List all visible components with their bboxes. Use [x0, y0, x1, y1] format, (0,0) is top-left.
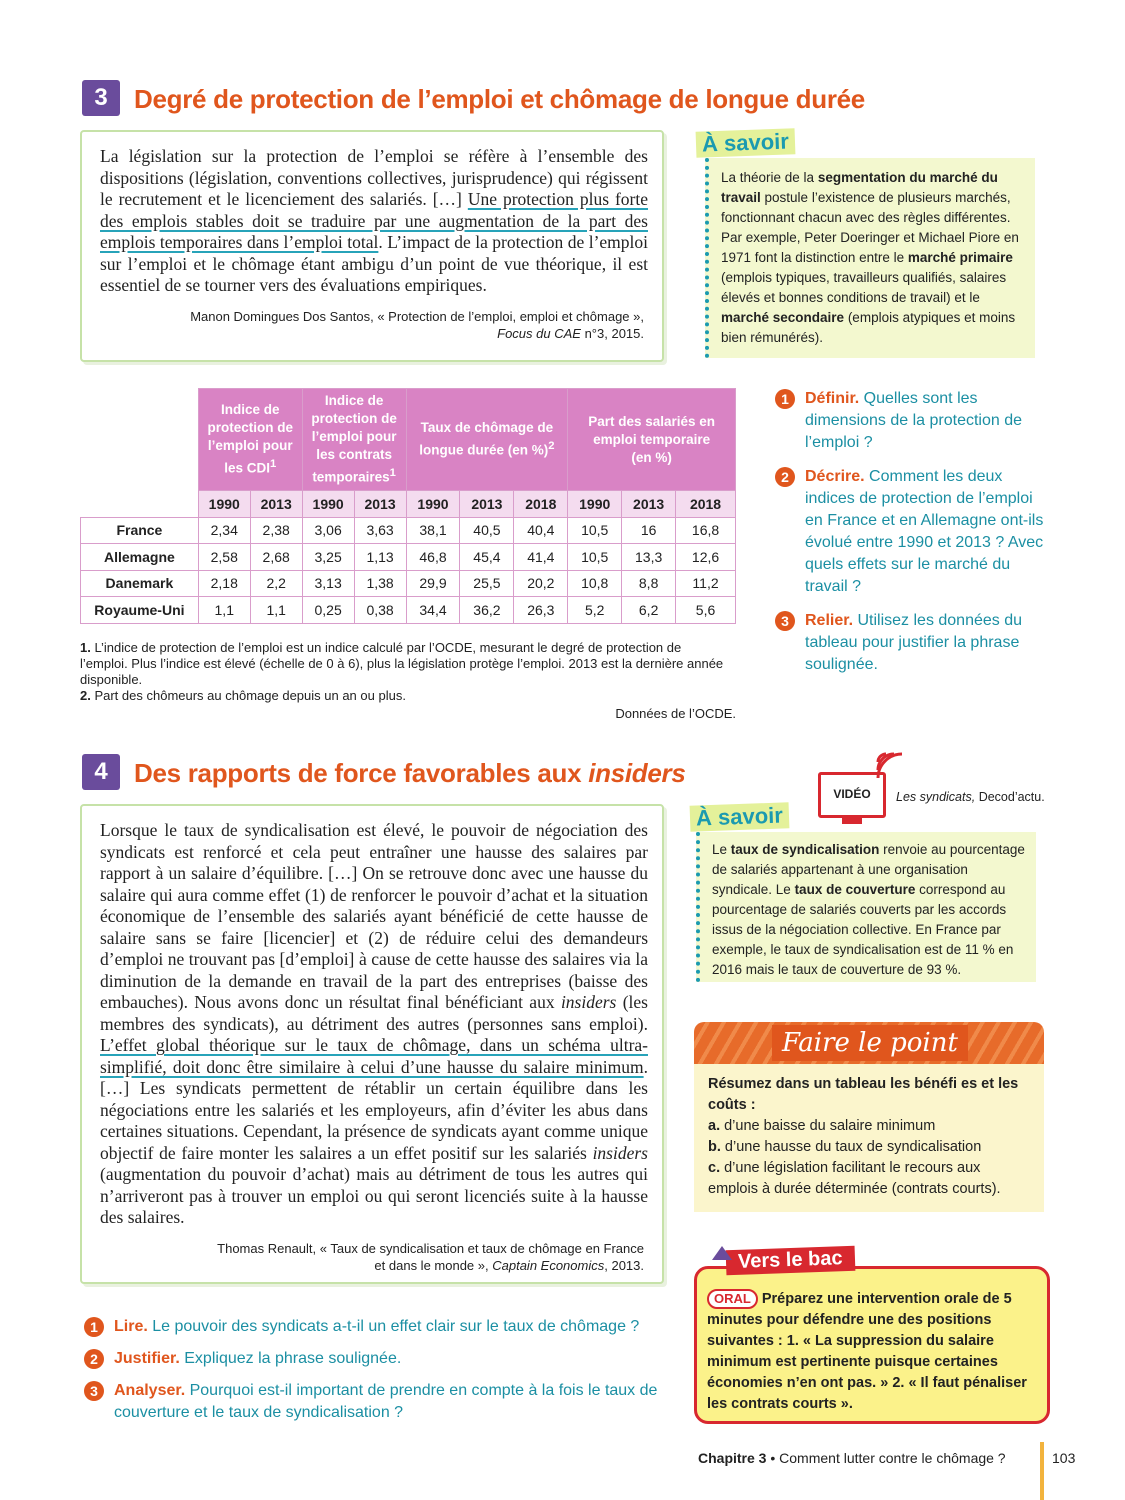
- faire-le-point-box: [694, 1062, 1044, 1212]
- savoir-box-2: [696, 832, 1036, 982]
- year-header: 1990: [302, 491, 354, 518]
- value-cell: 16: [622, 517, 676, 544]
- table-notes: [80, 640, 730, 704]
- table-note-2: 2. Part des chômeurs au chômage depuis un an ou plus.: [80, 688, 406, 703]
- section-3-title: Degré de protection de l’emploi et chômage de longue durée: [134, 84, 865, 114]
- year-header: 1990: [406, 491, 460, 518]
- savoir-1-text: La théorie de la segmentation du marché du travail postule l’existence de plusieurs marchés, fonctionnant chacun avec des règles différentes. Par exemple, Peter Doeringer et Michael Piore en 1971 font la distinction entre le marché primaire (emplois typiques, travailleurs qualifiés, salaires élevés et bonnes conditions de travail) et le marché secondaire (emplois atypiques et moins bien rémunérés).: [721, 170, 1019, 345]
- wifi-signal-icon: [876, 752, 904, 780]
- vers-le-bac-text: ORAL Préparez une intervention orale de 5 minutes pour défendre une des positions suivantes : 1. « La suppression du salaire minimum est pertinente puisque certaines économies n’en ont pas. » 2. « Il faut pénaliser les contrats courts ».: [707, 1291, 1027, 1412]
- year-header: 1990: [568, 491, 622, 518]
- document-4-textbox: [80, 804, 664, 1284]
- table-header-temp-contracts: Indice de protection de l’emploi pour les contrats temporaires$^1$: [302, 389, 406, 491]
- value-cell: 10,8: [568, 570, 622, 597]
- doc3-source-journal: Focus du CAE: [497, 326, 581, 341]
- table-header-cdi: Indice de protection de l’emploi pour les CDI$^1$: [198, 389, 302, 491]
- year-header: 2018: [676, 491, 736, 518]
- value-cell: 45,4: [460, 544, 514, 571]
- vers-le-bac-title: Vers le bac: [726, 1246, 855, 1275]
- savoir-box-1: [705, 158, 1035, 358]
- table-note-1: 1. L’indice de protection de l’emploi est un indice calculé par l’OCDE, mesurant le degré de protection de l’emploi. Plus l’indice est élevé (échelle de 0 à 6), plus la législation protège l’emploi. 2013 est la dernière année disponible.: [80, 640, 724, 687]
- doc3-underlined-sentence: Une protection plus forte des emplois stables doit se traduire par une augmentation de la part des emplois temporaires dans l’emploi total: [100, 189, 649, 252]
- value-cell: 2,2: [250, 570, 302, 597]
- faire-le-point-item: b. d’une hausse du taux de syndicalisation: [708, 1139, 982, 1155]
- document-3-textbox: [80, 130, 664, 362]
- table-row: [81, 570, 736, 597]
- faire-le-point-intro: Résumez dans un tableau les bénéfi es et les coûts :: [708, 1076, 1019, 1113]
- protection-emploi-table: [80, 388, 736, 624]
- value-cell: 2,18: [198, 570, 250, 597]
- question-4-1: 1 Lire. Le pouvoir des syndicats a-t-il un effet clair sur le taux de chômage ?: [84, 1316, 664, 1338]
- table-header-temp-employment: Part des salariés en emploi temporaire (en %): [568, 389, 736, 491]
- question-4-3: 3 Analyser. Pourquoi est-il important de prendre en compte à la fois le taux de couverture et le taux de syndicalisation ?: [84, 1380, 664, 1424]
- year-header: 2013: [622, 491, 676, 518]
- year-header: 2013: [354, 491, 406, 518]
- page-number: 103: [1052, 1450, 1076, 1466]
- document-3-text: [100, 146, 648, 297]
- value-cell: 40,5: [460, 517, 514, 544]
- value-cell: 2,34: [198, 517, 250, 544]
- faire-le-point-title: Faire le point: [772, 1025, 968, 1061]
- faire-le-point-item: a. d’une baisse du salaire minimum: [708, 1118, 936, 1134]
- value-cell: 20,2: [514, 570, 568, 597]
- country-cell: France: [81, 517, 199, 544]
- video-caption: Les syndicats, Decod’actu.: [896, 790, 1045, 804]
- question-4-2: 2 Justifier. Expliquez la phrase soulignée.: [84, 1348, 664, 1370]
- question-number-badge: 2: [84, 1349, 104, 1369]
- table-row: [81, 544, 736, 571]
- year-header: 1990: [198, 491, 250, 518]
- savoir-1-label: À savoir: [696, 128, 796, 157]
- question-number-badge: 2: [775, 467, 795, 487]
- value-cell: 25,5: [460, 570, 514, 597]
- doc3-text-part-b: . L’impact de la protection de l’emploi sur l’emploi et le chômage étant ambigu d’un point de vue théorique, il est essentiel de se tourner vers des évaluations empiriques.: [100, 232, 648, 295]
- country-cell: Royaume-Uni: [81, 597, 199, 624]
- video-label: VIDÉO: [833, 787, 871, 801]
- value-cell: 3,06: [302, 517, 354, 544]
- year-header: 2018: [514, 491, 568, 518]
- year-header: 2013: [460, 491, 514, 518]
- doc3-text-part-a: La législation sur la protection de l’emploi se réfère à l’ensemble des dispositions (législation, conventions collectives, jurisprudence) qui régissent le recrutement et le licenciement des salariés. […]: [100, 146, 648, 209]
- year-header: 2013: [250, 491, 302, 518]
- savoir-2-text: Le taux de syndicalisation renvoie au pourcentage de salariés appartenant à une organisation syndicale. Le taux de couverture correspond au pourcentage de salariés couverts par les accords issus de la négociation collective. En France par exemple, le taux de syndicalisation est de 11 % en 2016 mais le taux de couverture de 93 %.: [712, 842, 1025, 977]
- document-4-text: Lorsque le taux de syndicalisation est élevé, le pouvoir de négociation des syndicats est renforcé et cela peut entraîner une hausse des salaires par rapport à un salaire d’équilibre. […] On se retrouve donc avec une hausse du salaire qui aura comme effet (1) de renforcer le pouvoir d’achat et la situation économique de l’ensemble des salariés ayant bénéficié de cette hausse de salaire sans se faire [licencier] et (2) de réduire celui des demandeurs d’emploi ne trouvant pas [d’emploi] à cause de cette hausse des salaires via la diminution de la demande en travail de la part des entreprises (baisse des embauches). Nous avons donc un résultat final bénéficiant aux insiders (les membres des syndicats), au détriment des autres (personnes sans emploi). L’effet global théorique sur le taux de chômage, dans un schéma ultra-simplifié, doit donc être similaire à celui d’une hausse du salaire minimum. […] Les syndicats permettent de rétablir un certain équilibre dans les négociations entre les salariés et les employeurs, afin d’éviter les abus dans certaines situations. Cependant, la présence de syndicats ayant comme unique objectif de faire monter les salaires a un effet positif sur les salariés insiders (augmentation du pouvoir d’achat) mais au détriment de tous les autres qui n’arriveront pas à trouver un emploi ou qui seront licenciés suite à la hausse des salaires.: [100, 820, 648, 1227]
- footer-divider: [1040, 1442, 1044, 1500]
- value-cell: 38,1: [406, 517, 460, 544]
- faire-le-point-item: c. d’une législation facilitant le recours aux emplois à durée déterminée (contrats courts).: [708, 1160, 1001, 1197]
- section-4-title: Des rapports de force favorables aux insiders: [134, 758, 686, 788]
- question-3-2: 2 Décrire. Comment les deux indices de protection de l’emploi en France et en Allemagne ont-ils évolué entre 1990 et 2013 ? Avec quels effets sur le marché du travail ?: [775, 466, 1045, 598]
- country-cell: Danemark: [81, 570, 199, 597]
- value-cell: 0,38: [354, 597, 406, 624]
- doc3-source-ref: n°3, 2015.: [580, 326, 644, 341]
- value-cell: 26,3: [514, 597, 568, 624]
- value-cell: 3,25: [302, 544, 354, 571]
- doc3-source-line1: Manon Domingues Dos Santos, « Protection de l’emploi, emploi et chômage »,: [190, 309, 644, 324]
- savoir-2-label: À savoir: [690, 802, 790, 831]
- value-cell: 1,38: [354, 570, 406, 597]
- vers-le-bac-ribbon-icon: [712, 1246, 732, 1260]
- table-source: Données de l’OCDE.: [615, 706, 736, 721]
- table-row: [81, 517, 736, 544]
- video-stand-icon: [842, 818, 862, 824]
- value-cell: 11,2: [676, 570, 736, 597]
- value-cell: 1,1: [198, 597, 250, 624]
- value-cell: 5,2: [568, 597, 622, 624]
- value-cell: 3,63: [354, 517, 406, 544]
- value-cell: 16,8: [676, 517, 736, 544]
- question-3-1: 1 Définir. Quelles sont les dimensions de la protection de l’emploi ?: [775, 388, 1045, 454]
- table-header-long-term-unemployment: Taux de chômage de longue durée (en %)$^2$: [406, 389, 568, 491]
- value-cell: 41,4: [514, 544, 568, 571]
- value-cell: 2,38: [250, 517, 302, 544]
- document-3-source: [104, 308, 644, 342]
- question-number-badge: 1: [775, 389, 795, 409]
- value-cell: 36,2: [460, 597, 514, 624]
- section-4-number: 4: [82, 754, 120, 790]
- value-cell: 1,13: [354, 544, 406, 571]
- value-cell: 1,1: [250, 597, 302, 624]
- country-cell: Allemagne: [81, 544, 199, 571]
- value-cell: 10,5: [568, 517, 622, 544]
- question-number-badge: 3: [84, 1381, 104, 1401]
- value-cell: 10,5: [568, 544, 622, 571]
- question-number-badge: 1: [84, 1317, 104, 1337]
- value-cell: 13,3: [622, 544, 676, 571]
- footer-chapter: Chapitre 3 • Comment lutter contre le chômage ?: [698, 1450, 1006, 1466]
- value-cell: 5,6: [676, 597, 736, 624]
- value-cell: 2,58: [198, 544, 250, 571]
- question-number-badge: 3: [775, 611, 795, 631]
- question-3-3: 3 Relier. Utilisez les données du tableau pour justifier la phrase soulignée.: [775, 610, 1045, 676]
- document-4-source: Thomas Renault, « Taux de syndicalisation et taux de chômage en France et dans le monde », Captain Economics, 2013.: [217, 1241, 644, 1273]
- oral-badge: ORAL: [707, 1289, 758, 1309]
- table-row: [81, 597, 736, 624]
- value-cell: 2,68: [250, 544, 302, 571]
- value-cell: 34,4: [406, 597, 460, 624]
- doc4-underlined-sentence: L’effet global théorique sur le taux de chômage, dans un schéma ultra-simplifié, doit donc être similaire à celui d’une hausse du salaire minimum: [100, 1035, 648, 1077]
- value-cell: 40,4: [514, 517, 568, 544]
- value-cell: 46,8: [406, 544, 460, 571]
- value-cell: 29,9: [406, 570, 460, 597]
- value-cell: 3,13: [302, 570, 354, 597]
- value-cell: 0,25: [302, 597, 354, 624]
- section-3-number: 3: [82, 80, 120, 116]
- value-cell: 6,2: [622, 597, 676, 624]
- vers-le-bac-box: [694, 1266, 1050, 1424]
- value-cell: 12,6: [676, 544, 736, 571]
- value-cell: 8,8: [622, 570, 676, 597]
